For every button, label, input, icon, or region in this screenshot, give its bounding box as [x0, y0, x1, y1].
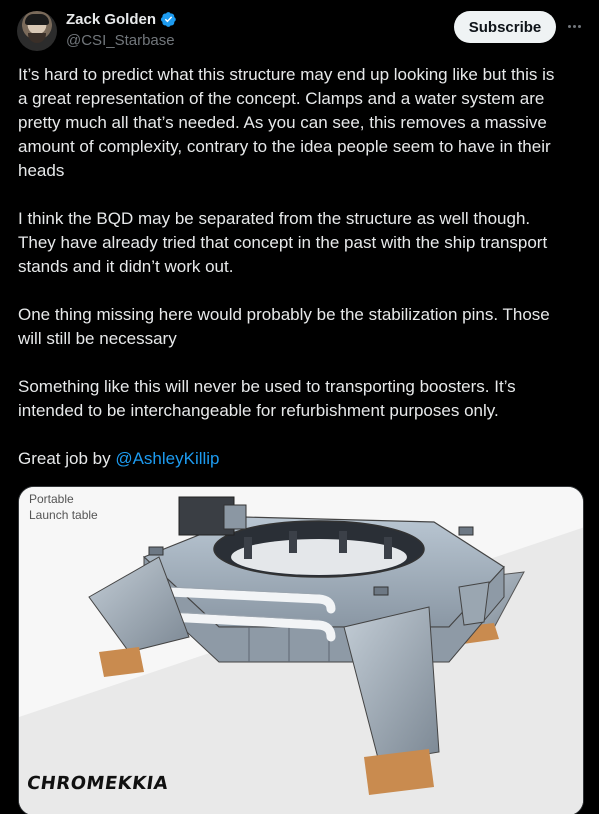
post-line: It’s hard to predict what this structure may end up looking like but this is	[18, 65, 555, 84]
launch-table-render	[19, 487, 584, 814]
post-paragraph	[18, 207, 584, 279]
verified-badge-icon	[160, 11, 177, 28]
post-line: They have already tried that concept in the past with the ship transport	[18, 233, 548, 252]
post-line: will still be necessary	[18, 329, 177, 348]
media-caption-line2: Launch table	[29, 508, 98, 522]
post-line: pretty much all that’s needed. As you can see, this removes a massive	[18, 113, 547, 132]
post-line: heads	[18, 161, 65, 180]
avatar-cap-shape	[25, 14, 49, 25]
more-options-icon[interactable]	[562, 14, 586, 38]
avatar-beard-shape	[28, 33, 46, 43]
post-line: intended to be interchangeable for refurbishment purposes only.	[18, 401, 499, 420]
media-caption	[29, 491, 98, 523]
post-paragraph	[18, 375, 584, 423]
post-text	[18, 63, 584, 495]
post-line: a great representation of the concept. Clamps and a water system are	[18, 89, 545, 108]
post-line: I think the BQD may be separated from the structure as well though.	[18, 209, 531, 228]
post-line: Something like this will never be used to transporting boosters. It’s	[18, 377, 516, 396]
author-avatar[interactable]	[17, 11, 57, 51]
post-media-image[interactable]	[18, 486, 584, 814]
post-header	[0, 0, 599, 60]
post-closing	[18, 447, 584, 471]
mention-link[interactable]: @AshleyKillip	[115, 449, 220, 468]
author-name-row[interactable]	[66, 11, 177, 28]
author-display-name[interactable]: Zack Golden	[66, 11, 157, 28]
water-box-valve	[224, 505, 246, 529]
post-line: One thing missing here would probably be the stabilization pins. Those	[18, 305, 550, 324]
closing-text: Great job by	[18, 449, 116, 468]
author-handle[interactable]: @CSI_Starbase	[66, 32, 175, 49]
post-line: amount of complexity, contrary to the idea people seem to have in their	[18, 137, 551, 156]
opening-floor	[231, 539, 407, 575]
pad-front-right	[364, 749, 434, 795]
leg-right-mid	[459, 582, 489, 625]
media-caption-line1: Portable	[29, 492, 74, 506]
post-line: stands and it didn’t work out.	[18, 257, 234, 276]
media-watermark: CHROMEKKIA	[25, 773, 170, 794]
post-paragraph	[18, 303, 584, 351]
pad-front-left	[99, 647, 144, 677]
post-paragraph	[18, 63, 584, 183]
subscribe-button[interactable]: Subscribe	[454, 11, 556, 43]
